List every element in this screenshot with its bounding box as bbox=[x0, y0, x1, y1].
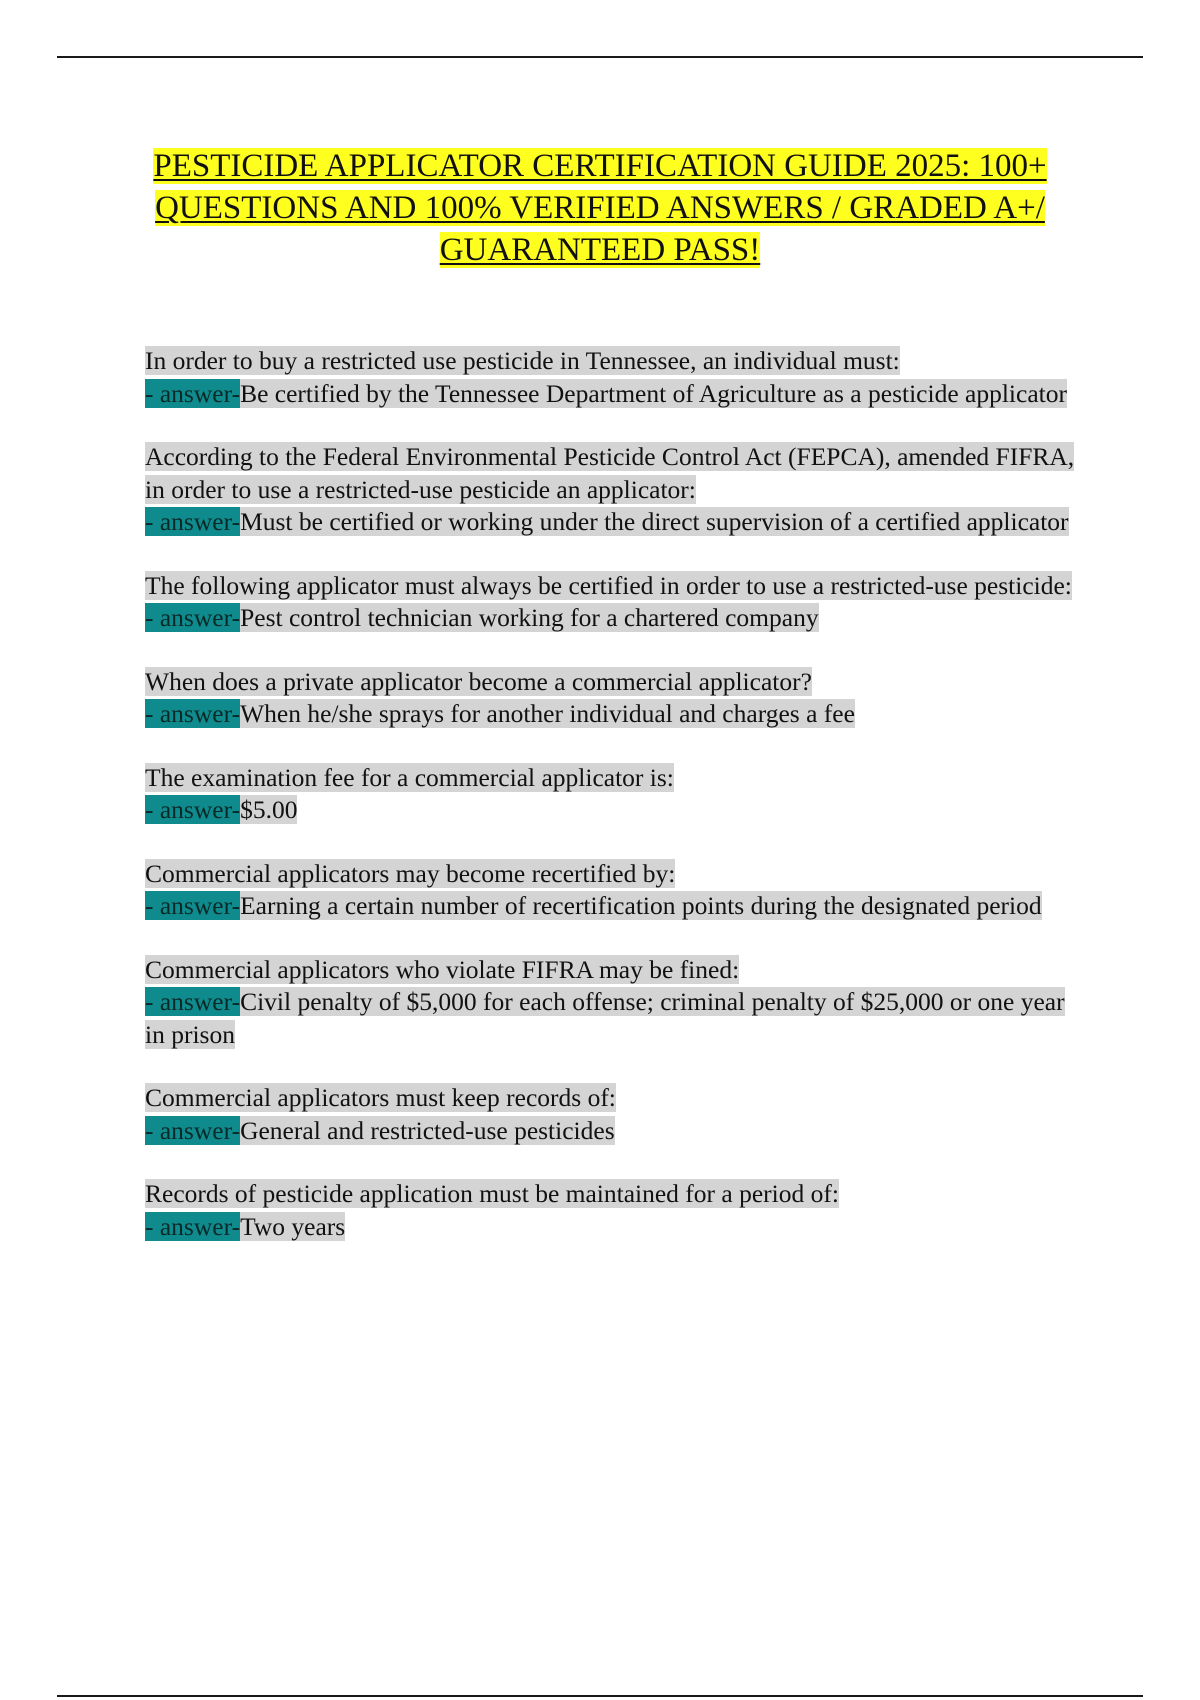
answer-prefix: - answer- bbox=[145, 699, 241, 728]
question-text: Commercial applicators may become recertified by: bbox=[145, 858, 676, 888]
question-text: Commercial applicators who violate FIFRA may be fined: bbox=[145, 954, 740, 984]
qa-item bbox=[145, 666, 1085, 731]
answer-text: Be certified by the Tennessee Department of Agriculture as a pesticide applicator bbox=[240, 378, 1067, 408]
qa-item bbox=[145, 858, 1085, 923]
answer-text: $5.00 bbox=[240, 795, 298, 824]
answer-prefix: - answer- bbox=[145, 1115, 241, 1145]
answer-prefix: - answer- bbox=[145, 603, 241, 632]
qa-item bbox=[145, 345, 1085, 410]
question bbox=[145, 858, 1085, 891]
question-text: The examination fee for a commercial applicator is: bbox=[145, 762, 674, 792]
question-text: The following applicator must always be certified in order to use a restricted-use pesticide: bbox=[145, 570, 1072, 600]
answer-text: Pest control technician working for a chartered company bbox=[240, 603, 819, 632]
answer bbox=[145, 794, 1085, 827]
question bbox=[145, 954, 1085, 987]
answer bbox=[145, 986, 1085, 1051]
answer-prefix: - answer- bbox=[145, 891, 241, 920]
qa-item bbox=[145, 441, 1085, 539]
answer-text: Must be certified or working under the direct supervision of a certified applicator bbox=[240, 507, 1069, 536]
question bbox=[145, 570, 1085, 603]
answer bbox=[145, 602, 1085, 635]
question bbox=[145, 1178, 1085, 1211]
answer bbox=[145, 1115, 1085, 1148]
answer-prefix: - answer- bbox=[145, 795, 241, 824]
answer bbox=[145, 890, 1085, 923]
question bbox=[145, 441, 1085, 506]
document-title bbox=[100, 145, 1100, 271]
question bbox=[145, 345, 1085, 378]
answer-prefix: - answer- bbox=[145, 1211, 241, 1241]
question-text: In order to buy a restricted use pesticide in Tennessee, an individual must: bbox=[145, 346, 900, 375]
footer-rule bbox=[57, 1695, 1143, 1697]
qa-item bbox=[145, 954, 1085, 1052]
answer-prefix: - answer- bbox=[145, 987, 241, 1016]
answer bbox=[145, 1211, 1085, 1244]
qa-item bbox=[145, 570, 1085, 635]
header-rule bbox=[57, 56, 1143, 58]
question-text: Records of pesticide application must be maintained for a period of: bbox=[145, 1179, 839, 1208]
answer bbox=[145, 506, 1085, 539]
answer-text: Two years bbox=[240, 1211, 346, 1241]
answer-prefix: - answer- bbox=[145, 378, 241, 408]
question bbox=[145, 1082, 1085, 1115]
answer-text: General and restricted-use pesticides bbox=[240, 1115, 615, 1145]
question bbox=[145, 666, 1085, 699]
question-text: Commercial applicators must keep records of: bbox=[145, 1083, 616, 1112]
answer-text: When he/she sprays for another individual and charges a fee bbox=[240, 699, 855, 728]
question-text: When does a private applicator become a commercial applicator? bbox=[145, 666, 812, 696]
qa-item bbox=[145, 1082, 1085, 1147]
qa-item bbox=[145, 1178, 1085, 1243]
answer-prefix: - answer- bbox=[145, 507, 241, 536]
question bbox=[145, 762, 1085, 795]
answer bbox=[145, 698, 1085, 731]
qa-item bbox=[145, 762, 1085, 827]
document-title-text: PESTICIDE APPLICATOR CERTIFICATION GUIDE 2025: 100+ QUESTIONS AND 100% VERIFIED ANSWERS / GRADED A+/ GUARANTEED PASS! bbox=[153, 148, 1047, 268]
qa-list bbox=[145, 345, 1085, 1274]
question-text: According to the Federal Environmental Pesticide Control Act (FEPCA), amended FIFRA, in order to use a restricted-use pesticide an applicator: bbox=[145, 442, 1075, 504]
answer-text: Earning a certain number of recertification points during the designated period bbox=[240, 891, 1042, 920]
answer bbox=[145, 378, 1085, 411]
answer-text: Civil penalty of $5,000 for each offense; criminal penalty of $25,000 or one year in prison bbox=[145, 987, 1065, 1049]
